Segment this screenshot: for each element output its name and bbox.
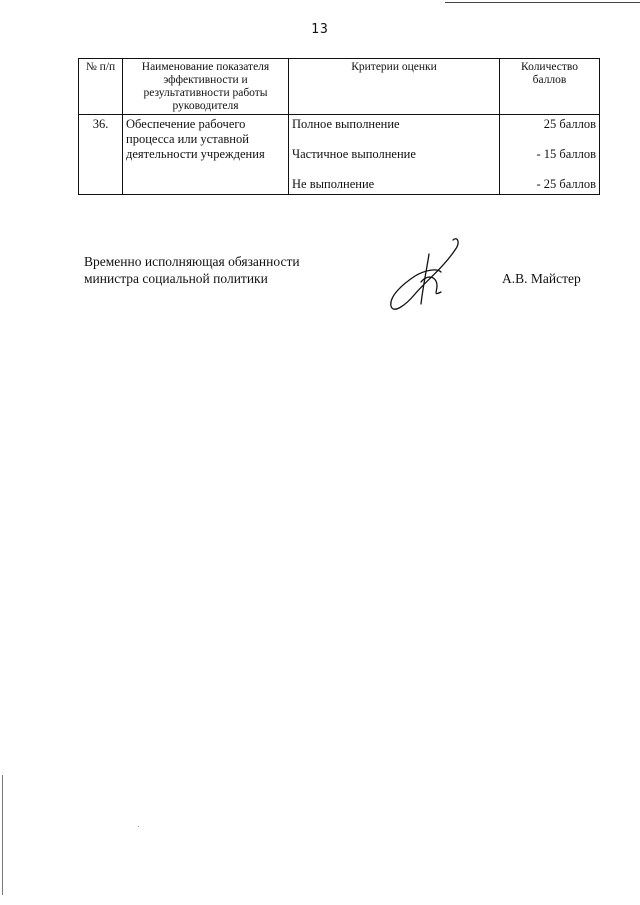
top-rule [445, 2, 640, 3]
score-none: - 25 баллов [536, 177, 596, 191]
row-number: 36. [79, 115, 123, 195]
position-line-2: министра социальной политики [84, 271, 268, 286]
score-full: 25 баллов [543, 117, 596, 131]
handwritten-signature [385, 232, 465, 317]
table-row [79, 115, 600, 195]
score-partial: - 15 баллов [536, 147, 596, 161]
position-line-1: Временно исполняющая обязанности [84, 254, 300, 269]
row-scores [500, 115, 600, 195]
header-criteria: Критерии оценки [289, 59, 500, 115]
signatory-position [84, 253, 300, 287]
criteria-none: Не выполнение [292, 177, 375, 191]
scan-speck [138, 826, 139, 827]
table-header-row [79, 59, 600, 115]
signatory-name: А.В. Майстер [502, 271, 581, 286]
page-number: 13 [311, 22, 329, 37]
row-indicator-name: Обеспечение рабочего процесса или уставной деятельности учреждения [123, 115, 289, 195]
header-number: № п/п [79, 59, 123, 115]
header-indicator-name: Наименование показателя эффективности и результативности работы руководителя [123, 59, 289, 115]
header-score: Количество баллов [500, 59, 600, 115]
criteria-table [78, 58, 600, 195]
criteria-partial: Частичное выполнение [292, 147, 416, 161]
row-criteria [289, 115, 500, 195]
left-edge-rule [2, 775, 3, 895]
criteria-full: Полное выполнение [292, 117, 400, 131]
